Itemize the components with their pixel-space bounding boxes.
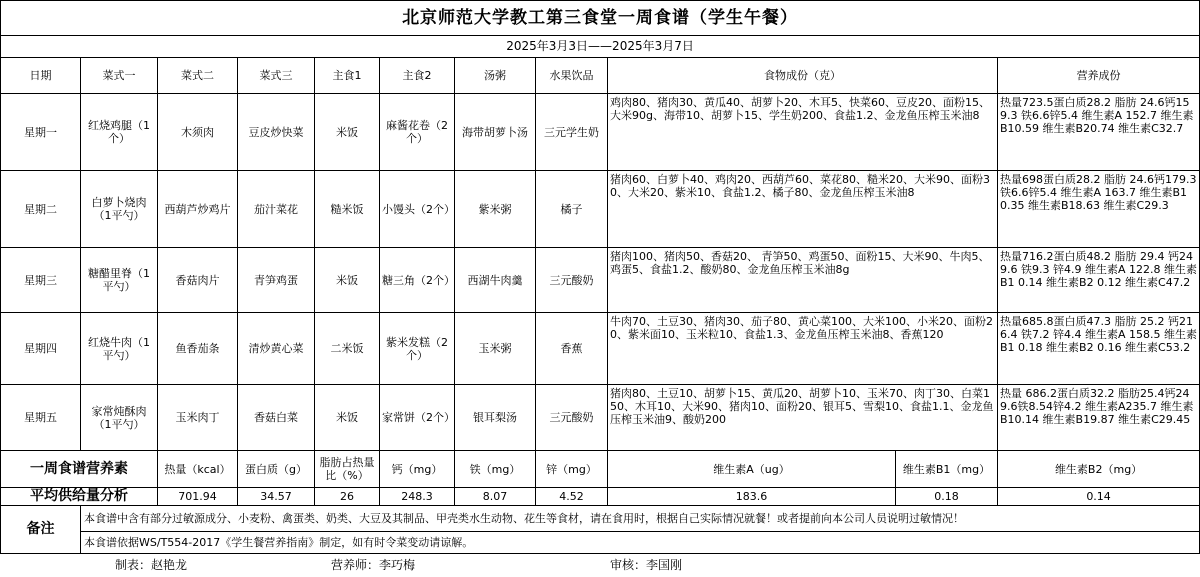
ingredients-cell: 猪肉60、白萝卜40、鸡肉20、西葫芦60、菜花80、糙米20、大米90、面粉30、大米20、紫米10、食盐1.2、橘子80、金龙鱼压榨玉米油8 [608, 171, 998, 248]
fruit-cell: 三元学生奶 [536, 94, 608, 171]
fruit-cell: 香蕉 [536, 313, 608, 385]
average-value: 34.57 [238, 488, 315, 506]
nutrition-cell: 热量723.5蛋白质28.2 脂肪 24.6钙159.3 铁6.6锌5.4 维生素A 152.7 维生素B10.59 维生素B20.74 维生素C32.7 [998, 94, 1200, 171]
header-fruit: 水果饮品 [536, 58, 608, 94]
dish1-cell: 白萝卜烧肉（1平勺） [81, 171, 158, 248]
footer [0, 556, 1099, 576]
notes-label: 备注 [1, 506, 81, 554]
header-dish2: 菜式二 [158, 58, 238, 94]
average-value: 701.94 [158, 488, 238, 506]
dish2-cell: 西葫芦炒鸡片 [158, 171, 238, 248]
summary-label: 一周食谱营养素 [1, 451, 158, 488]
fruit-cell: 三元酸奶 [536, 248, 608, 313]
summary-row [1, 451, 1200, 488]
table-row [1, 313, 1200, 385]
average-value: 0.14 [998, 488, 1200, 506]
average-value: 0.18 [896, 488, 998, 506]
dish2-cell: 木须肉 [158, 94, 238, 171]
soup-cell: 紫米粥 [455, 171, 536, 248]
staple2-cell: 小馒头（2个） [380, 171, 455, 248]
table-row [1, 248, 1200, 313]
staple1-cell: 米饭 [315, 385, 380, 451]
notes-line1: 本食谱中含有部分过敏源成分、小麦粉、禽蛋类、奶类、大豆及其制品、甲壳类水生动物、花生等食材，请在食用时，根据自己实际情况就餐！或者提前向本公司人员说明过敏情况！ [81, 506, 1200, 532]
dish3-cell: 清炒黄心菜 [238, 313, 315, 385]
header-ingredients: 食物成份（克） [608, 58, 998, 94]
page-title: 北京师范大学教工第三食堂一周食谱（学生午餐） [1, 1, 1200, 36]
ingredients-cell: 猪肉80、土豆10、胡萝卜15、黄瓜20、胡萝卜10、玉米70、肉丁30、白菜150、木耳10、大米90、猪肉10、面粉20、银耳5、雪梨10、食盐1.1、金龙鱼压榨玉米油9、酸奶200 [608, 385, 998, 451]
average-label: 平均供给量分析 [1, 488, 158, 506]
header-date: 日期 [1, 58, 81, 94]
header-dish3: 菜式三 [238, 58, 315, 94]
dish3-cell: 青笋鸡蛋 [238, 248, 315, 313]
header-dish1: 菜式一 [81, 58, 158, 94]
dish3-cell: 香菇白菜 [238, 385, 315, 451]
ingredients-cell: 牛肉70、土豆30、猪肉30、茄子80、黄心菜100、大米100、小米20、面粉20、紫米面10、玉米粒10、食盐1.3、金龙鱼压榨玉米油8、香蕉120 [608, 313, 998, 385]
header-nutrition: 营养成份 [998, 58, 1200, 94]
summary-col: 钙（mg） [380, 451, 455, 488]
dish3-cell: 豆皮炒快菜 [238, 94, 315, 171]
table-row [1, 171, 1200, 248]
summary-col: 维生素B1（mg） [896, 451, 998, 488]
fruit-cell: 橘子 [536, 171, 608, 248]
dish1-cell: 糖醋里脊（1平勺） [81, 248, 158, 313]
nutrition-cell: 热量 686.2蛋白质32.2 脂肪25.4钙249.6铁8.54锌4.2 维生素A235.7 维生素B10.14 维生素B19.87 维生素C29.45 [998, 385, 1200, 451]
table-row [1, 385, 1200, 451]
summary-col: 维生素A（ug） [608, 451, 896, 488]
footer-reviewer: 审核：李国刚 [610, 558, 683, 572]
header-staple1: 主食1 [315, 58, 380, 94]
day-label: 星期二 [1, 171, 81, 248]
nutrition-cell: 热量716.2蛋白质48.2 脂肪 29.4 钙249.6 铁9.3 锌4.9 维生素A 122.8 维生素B1 0.14 维生素B2 0.12 维生素C47.2 [998, 248, 1200, 313]
date-range: 2025年3月3日——2025年3月7日 [1, 36, 1200, 58]
day-label: 星期五 [1, 385, 81, 451]
staple2-cell: 糖三角（2个） [380, 248, 455, 313]
dish2-cell: 香菇肉片 [158, 248, 238, 313]
average-row [1, 488, 1200, 506]
nutrition-cell: 热量698蛋白质28.2 脂肪 24.6钙179.3 铁6.6锌5.4 维生素A 163.7 维生素B10.35 维生素B18.63 维生素C29.3 [998, 171, 1200, 248]
fruit-cell: 三元酸奶 [536, 385, 608, 451]
day-label: 星期一 [1, 94, 81, 171]
summary-col: 铁（mg） [455, 451, 536, 488]
table-row [1, 94, 1200, 171]
average-value: 26 [315, 488, 380, 506]
dish1-cell: 红烧牛肉（1平勺） [81, 313, 158, 385]
dish1-cell: 红烧鸡腿（1个） [81, 94, 158, 171]
soup-cell: 银耳梨汤 [455, 385, 536, 451]
soup-cell: 海带胡萝卜汤 [455, 94, 536, 171]
nutrition-cell: 热量685.8蛋白质47.3 脂肪 25.2 钙216.4 铁7.2 锌4.4 维生素A 158.5 维生素B1 0.18 维生素B2 0.16 维生素C53.2 [998, 313, 1200, 385]
staple1-cell: 米饭 [315, 94, 380, 171]
staple1-cell: 二米饭 [315, 313, 380, 385]
summary-col: 脂肪占热量比（%） [315, 451, 380, 488]
average-value: 8.07 [455, 488, 536, 506]
average-value: 4.52 [536, 488, 608, 506]
summary-col: 维生素B2（mg） [998, 451, 1200, 488]
soup-cell: 玉米粥 [455, 313, 536, 385]
footer-nutritionist: 营养师：李巧梅 [331, 558, 416, 572]
average-value: 248.3 [380, 488, 455, 506]
staple1-cell: 米饭 [315, 248, 380, 313]
staple2-cell: 麻酱花卷（2个） [380, 94, 455, 171]
notes-line2: 本食谱依据WS/T554-2017《学生餐营养指南》制定，如有时令菜变动请谅解。 [81, 532, 1200, 554]
dish3-cell: 茄汁菜花 [238, 171, 315, 248]
dish2-cell: 玉米肉丁 [158, 385, 238, 451]
average-value: 183.6 [608, 488, 896, 506]
summary-col: 蛋白质（g） [238, 451, 315, 488]
summary-col: 热量（kcal） [158, 451, 238, 488]
soup-cell: 西湖牛肉羹 [455, 248, 536, 313]
dish1-cell: 家常炖酥肉（1平勺） [81, 385, 158, 451]
dish2-cell: 鱼香茄条 [158, 313, 238, 385]
ingredients-cell: 鸡肉80、猪肉30、黄瓜40、胡萝卜20、木耳5、快菜60、豆皮20、面粉15、大米90g、海带10、胡萝卜15、学生奶200、食盐1.2、金龙鱼压榨玉米油8 [608, 94, 998, 171]
header-soup: 汤粥 [455, 58, 536, 94]
staple2-cell: 家常饼（2个） [380, 385, 455, 451]
ingredients-cell: 猪肉100、猪肉50、香菇20、 青笋50、鸡蛋50、面粉15、大米90、牛肉5、鸡蛋5、食盐1.2、酸奶80、金龙鱼压榨玉米油8g [608, 248, 998, 313]
header-staple2: 主食2 [380, 58, 455, 94]
day-label: 星期四 [1, 313, 81, 385]
staple1-cell: 糙米饭 [315, 171, 380, 248]
summary-col: 锌（mg） [536, 451, 608, 488]
staple2-cell: 紫米发糕（2个） [380, 313, 455, 385]
day-label: 星期三 [1, 248, 81, 313]
footer-maker: 制表：赵艳龙 [115, 558, 188, 572]
